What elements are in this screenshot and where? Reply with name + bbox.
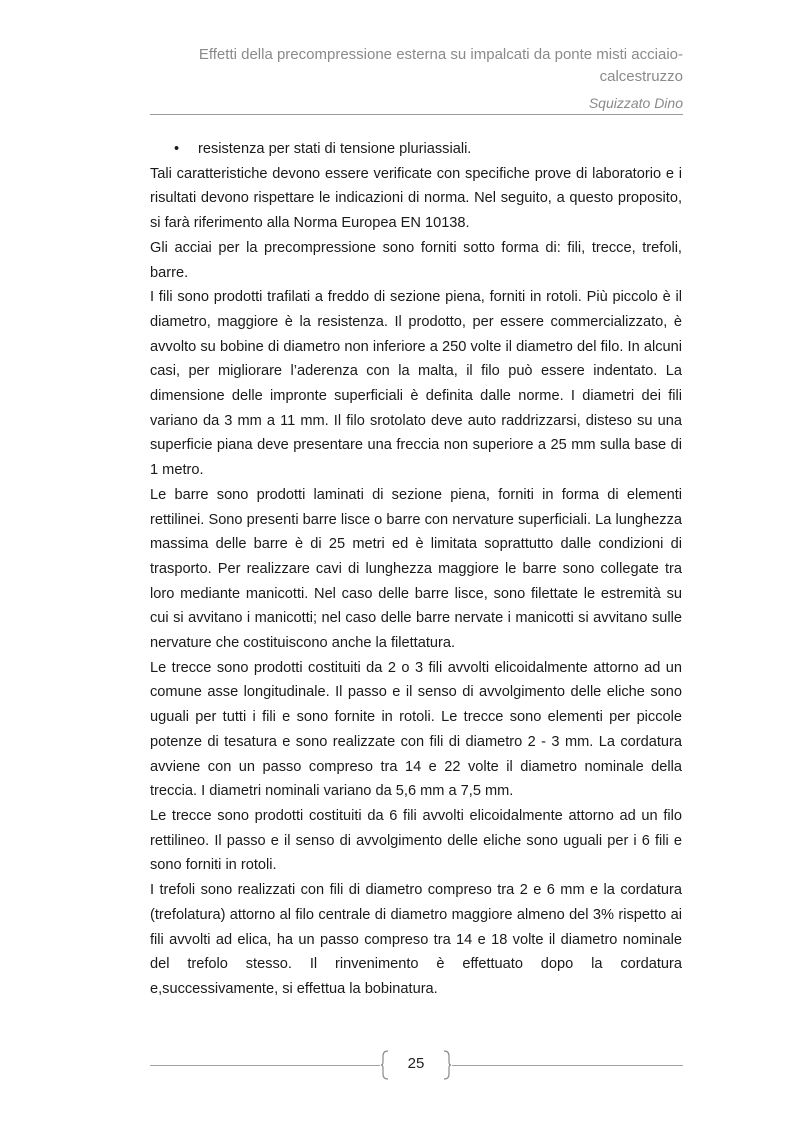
paragraph-wires: I fili sono prodotti trafilati a freddo di sezione piena, forniti in rotoli. Più piccolo è il diametro, maggiore è la resistenza. Il prodotto, per essere commercializzato, è avvolto su bobine di diametro non inferiore a 250 volte il diametro del filo. In alcuni casi, per migliorare l’aderenza con la malta, il filo può essere indentato. La dimensione delle impronte superficiali è definita dalle norme. I diametri dei fili variano da 3 mm a 11 mm. Il filo srotolato deve auto raddrizzarsi, disteso su una superficie piana deve presentare una freccia non superiore a 25 mm sulla base di 1 metro. [150,289,682,479]
document-body [150,137,682,1002]
header-author: Squizzato Dino [588,95,683,111]
paragraph-bars: Le barre sono prodotti laminati di sezione piena, forniti in forma di elementi rettilinei. Sono presenti barre lisce o barre con nervature superficiali. La lunghezza massima delle barre è di 25 metri ed è limitata soprattutto dalle condizioni di trasporto. Per realizzare cavi di lunghezza maggiore le barre sono collegate tra loro mediante manicotti. Nel caso delle barre lisce, sono filettate le estremità su cui si avvitano i manicotti; nel caso delle barre nervate i manicotti si avvitano sulle nervature che costituiscono anche la filettatura. [150,486,682,652]
right-brace-icon [442,1050,452,1080]
footer-divider-left [150,1065,380,1066]
paragraph-braids: Le trecce sono prodotti costituiti da 2 o 3 fili avvolti elicoidalmente attorno ad un comune asse longitudinale. Il passo e il senso di avvolgimento delle eliche sono uguali per tutti i fili e sono fornite in rotoli. Le trecce sono elementi per piccole potenze di tesatura e sono realizzate con fili di diametro 2 - 3 mm. La cordatura avviene con un passo compreso tra 14 e 22 volte il diametro nominale della treccia. I diametri nominali variano da 5,6 mm a 7,5 mm. [150,659,682,800]
header-divider [150,114,683,115]
bullet-item [150,137,682,162]
bullet-text: resistenza per stati di tensione pluriassiali. [198,141,472,157]
left-brace-icon [380,1050,390,1080]
paragraph-braids-six: Le trecce sono prodotti costituiti da 6 fili avvolti elicoidalmente attorno ad un filo rettilineo. Il passo e il senso di avvolgimento delle eliche sono uguali per i 6 fili e sono forniti in rotoli. [150,807,682,874]
paragraph-verification: Tali caratteristiche devono essere verificate con specifiche prove di laboratorio e i risultati devono rispettare le indicazioni di norma. Nel seguito, a questo proposito, si farà riferimento alla Norma Europea EN 10138. [150,165,682,232]
page-header [150,44,683,113]
header-title: Effetti della precompressione esterna su impalcati da ponte misti acciaio-calcestruzzo [198,46,683,85]
page-footer [150,1050,683,1080]
page-number: 25 [407,1055,425,1072]
bullet-icon: • [174,141,180,157]
paragraph-strands: I trefoli sono realizzati con fili di diametro compreso tra 2 e 6 mm e la cordatura (trefolatura) attorno al filo centrale di diametro maggiore almeno del 3% rispetto ai fili avvolti ad elica, ha un passo compreso tra 14 e 18 volte il diametro nominale del trefolo stesso. Il rinvenimento è effettuato dopo la cordatura e,successivamente, si effettua la bobinatura. [150,882,682,997]
footer-divider-right [452,1065,683,1066]
paragraph-forms: Gli acciai per la precompressione sono forniti sotto forma di: fili, trecce, trefoli, barre. [150,239,682,281]
